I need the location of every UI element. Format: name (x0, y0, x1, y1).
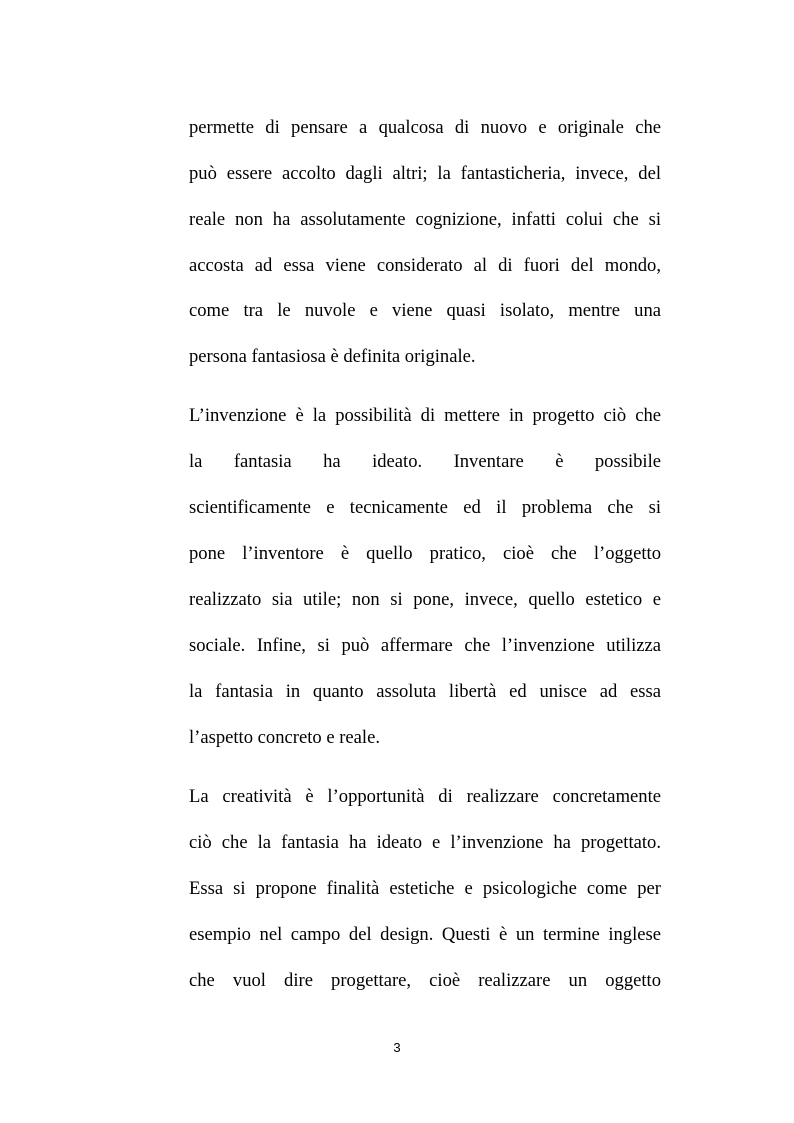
text-line: La creatività è l’opportunità di realizzare concretamente (189, 786, 661, 807)
text-line: reale non ha assolutamente cognizione, infatti colui che si (189, 209, 661, 230)
text-line: esempio nel campo del design. Questi è un termine inglese (189, 924, 661, 945)
page-number: 3 (393, 1040, 401, 1055)
text-line: realizzato sia utile; non si pone, invece, quello estetico e (189, 589, 661, 610)
text-line: L’invenzione è la possibilità di mettere in progetto ciò che (189, 405, 661, 426)
text-line: permette di pensare a qualcosa di nuovo e originale che (189, 117, 661, 138)
text-line: ciò che la fantasia ha ideato e l’invenzione ha progettato. (189, 832, 661, 853)
text-line: può essere accolto dagli altri; la fantasticheria, invece, del (189, 163, 661, 184)
text-line: scientificamente e tecnicamente ed il problema che si (189, 497, 661, 518)
text-line: come tra le nuvole e viene quasi isolato, mentre una (189, 300, 661, 321)
text-line: Essa si propone finalità estetiche e psicologiche come per (189, 878, 661, 899)
text-line: la fantasia ha ideato. Inventare è possibile (189, 451, 661, 472)
text-line: che vuol dire progettare, cioè realizzare un oggetto (189, 970, 661, 991)
text-line: persona fantasiosa è definita originale. (189, 346, 476, 367)
text-line: l’aspetto concreto e reale. (189, 727, 380, 748)
text-line: accosta ad essa viene considerato al di fuori del mondo, (189, 255, 661, 276)
text-line: pone l’inventore è quello pratico, cioè che l’oggetto (189, 543, 661, 564)
text-line: la fantasia in quanto assoluta libertà ed unisce ad essa (189, 681, 661, 702)
text-line: sociale. Infine, si può affermare che l’invenzione utilizza (189, 635, 661, 656)
